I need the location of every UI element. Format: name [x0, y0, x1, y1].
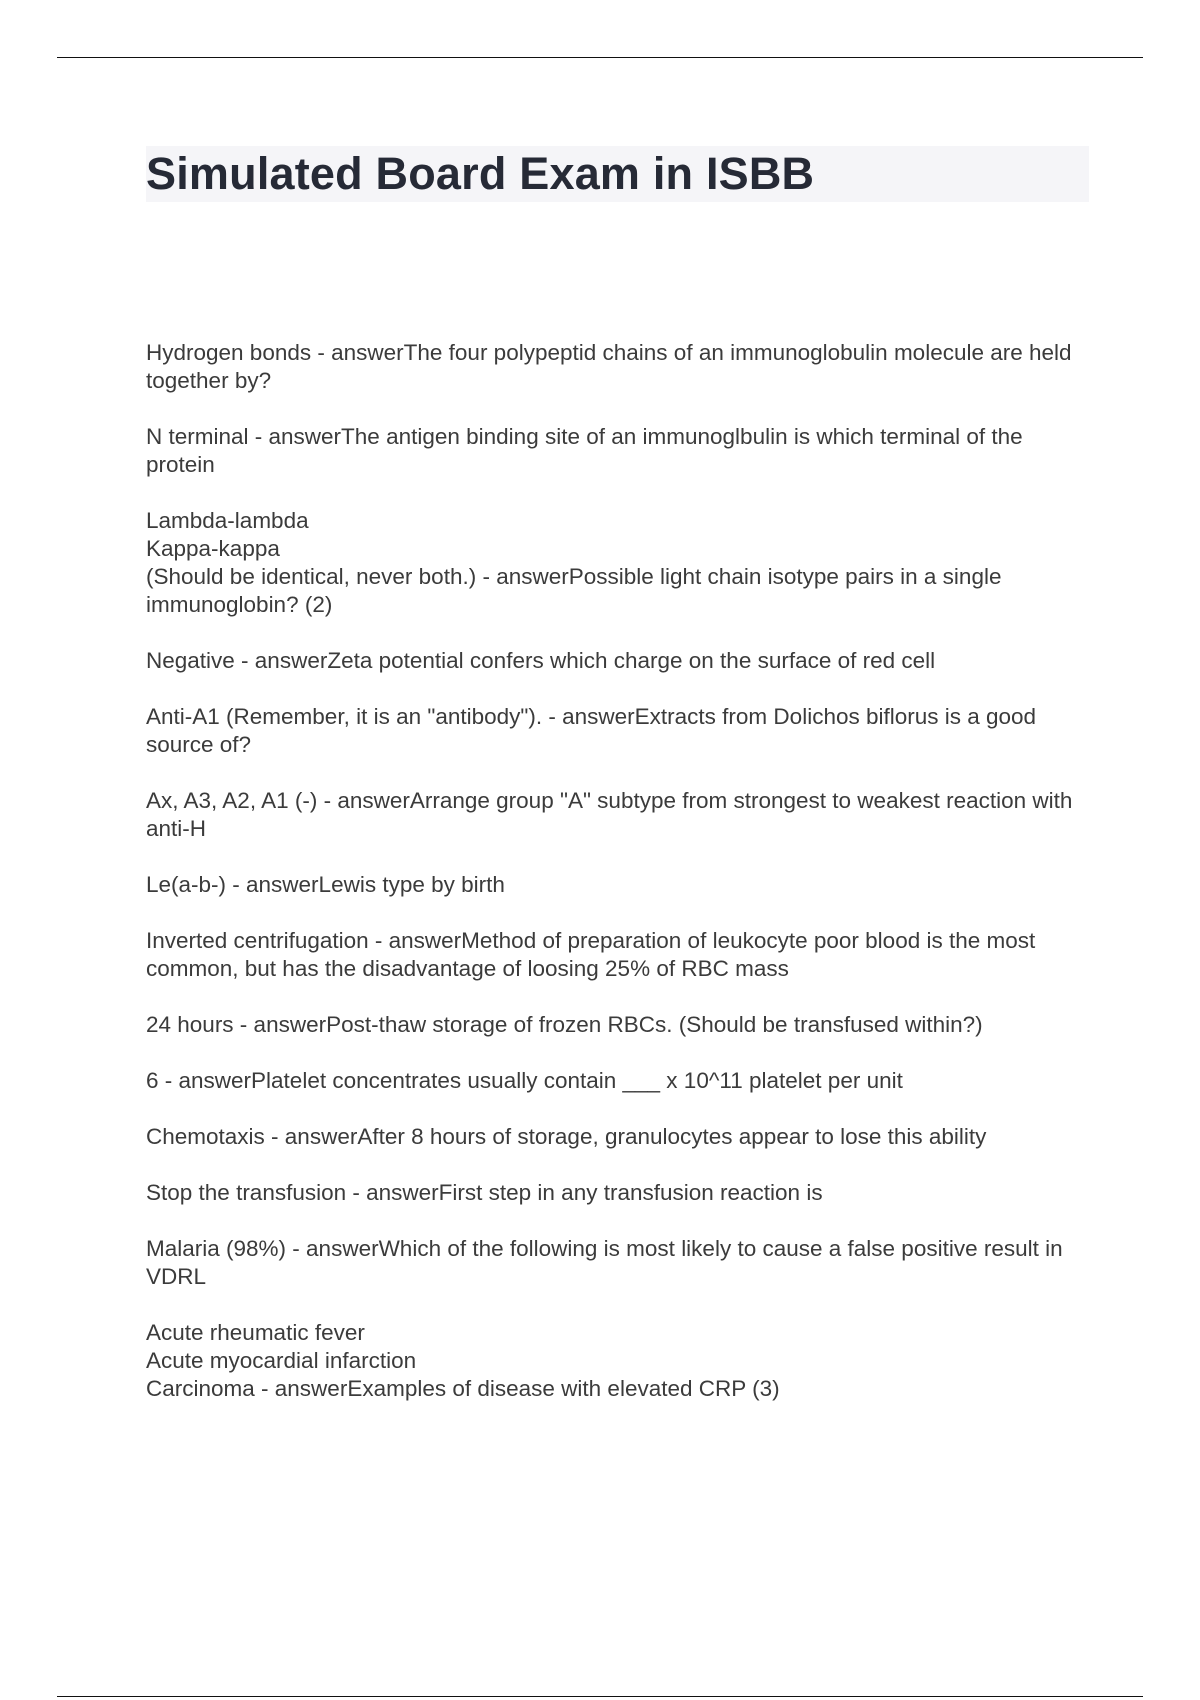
qa-item — [146, 507, 1091, 619]
qa-item — [146, 1123, 1091, 1151]
qa-list — [146, 339, 1091, 1431]
qa-text: 24 hours - answerPost-thaw storage of frozen RBCs. (Should be transfused within?) — [146, 1012, 983, 1037]
qa-text: Hydrogen bonds - answerThe four polypeptid chains of an immunoglobulin molecule are held together by? — [146, 340, 1072, 393]
qa-text: Ax, A3, A2, A1 (-) - answerArrange group "A" subtype from strongest to weakest reaction with anti-H — [146, 788, 1073, 841]
qa-item — [146, 1179, 1091, 1207]
qa-text: Stop the transfusion - answerFirst step in any transfusion reaction is — [146, 1180, 823, 1205]
qa-text: Inverted centrifugation - answerMethod of preparation of leukocyte poor blood is the most common, but has the disadvantage of loosing 25% of RBC mass — [146, 928, 1036, 981]
qa-term-line: Kappa-kappa — [146, 536, 280, 561]
qa-text: (Should be identical, never both.) - answerPossible light chain isotype pairs in a single immunoglobin? (2) — [146, 564, 1002, 617]
qa-term-line: Acute myocardial infarction — [146, 1348, 417, 1373]
qa-item — [146, 339, 1091, 395]
qa-text: 6 - answerPlatelet concentrates usually contain ___ x 10^11 platelet per unit — [146, 1068, 903, 1093]
page-title: Simulated Board Exam in ISBB — [146, 148, 815, 199]
qa-text: N terminal - answerThe antigen binding site of an immunoglbulin is which terminal of the protein — [146, 424, 1023, 477]
qa-term-line: Lambda-lambda — [146, 508, 309, 533]
qa-text: Le(a-b-) - answerLewis type by birth — [146, 872, 505, 897]
qa-text: Carcinoma - answerExamples of disease with elevated CRP (3) — [146, 1376, 780, 1401]
qa-text: Anti-A1 (Remember, it is an "antibody"). - answerExtracts from Dolichos biflorus is a good source of? — [146, 704, 1037, 757]
qa-item — [146, 1319, 1091, 1403]
qa-item — [146, 703, 1091, 759]
qa-item — [146, 871, 1091, 899]
qa-text: Chemotaxis - answerAfter 8 hours of storage, granulocytes appear to lose this ability — [146, 1124, 987, 1149]
page-bottom-rule — [57, 1696, 1143, 1697]
qa-item — [146, 1235, 1091, 1291]
title-block — [146, 146, 1089, 202]
qa-item — [146, 927, 1091, 983]
qa-text: Malaria (98%) - answerWhich of the following is most likely to cause a false positive result in VDRL — [146, 1236, 1063, 1289]
qa-item — [146, 1067, 1091, 1095]
qa-text: Negative - answerZeta potential confers which charge on the surface of red cell — [146, 648, 936, 673]
page-top-rule — [57, 57, 1143, 58]
qa-item — [146, 787, 1091, 843]
qa-item — [146, 423, 1091, 479]
qa-item — [146, 1011, 1091, 1039]
qa-term-line: Acute rheumatic fever — [146, 1320, 365, 1345]
qa-item — [146, 647, 1091, 675]
